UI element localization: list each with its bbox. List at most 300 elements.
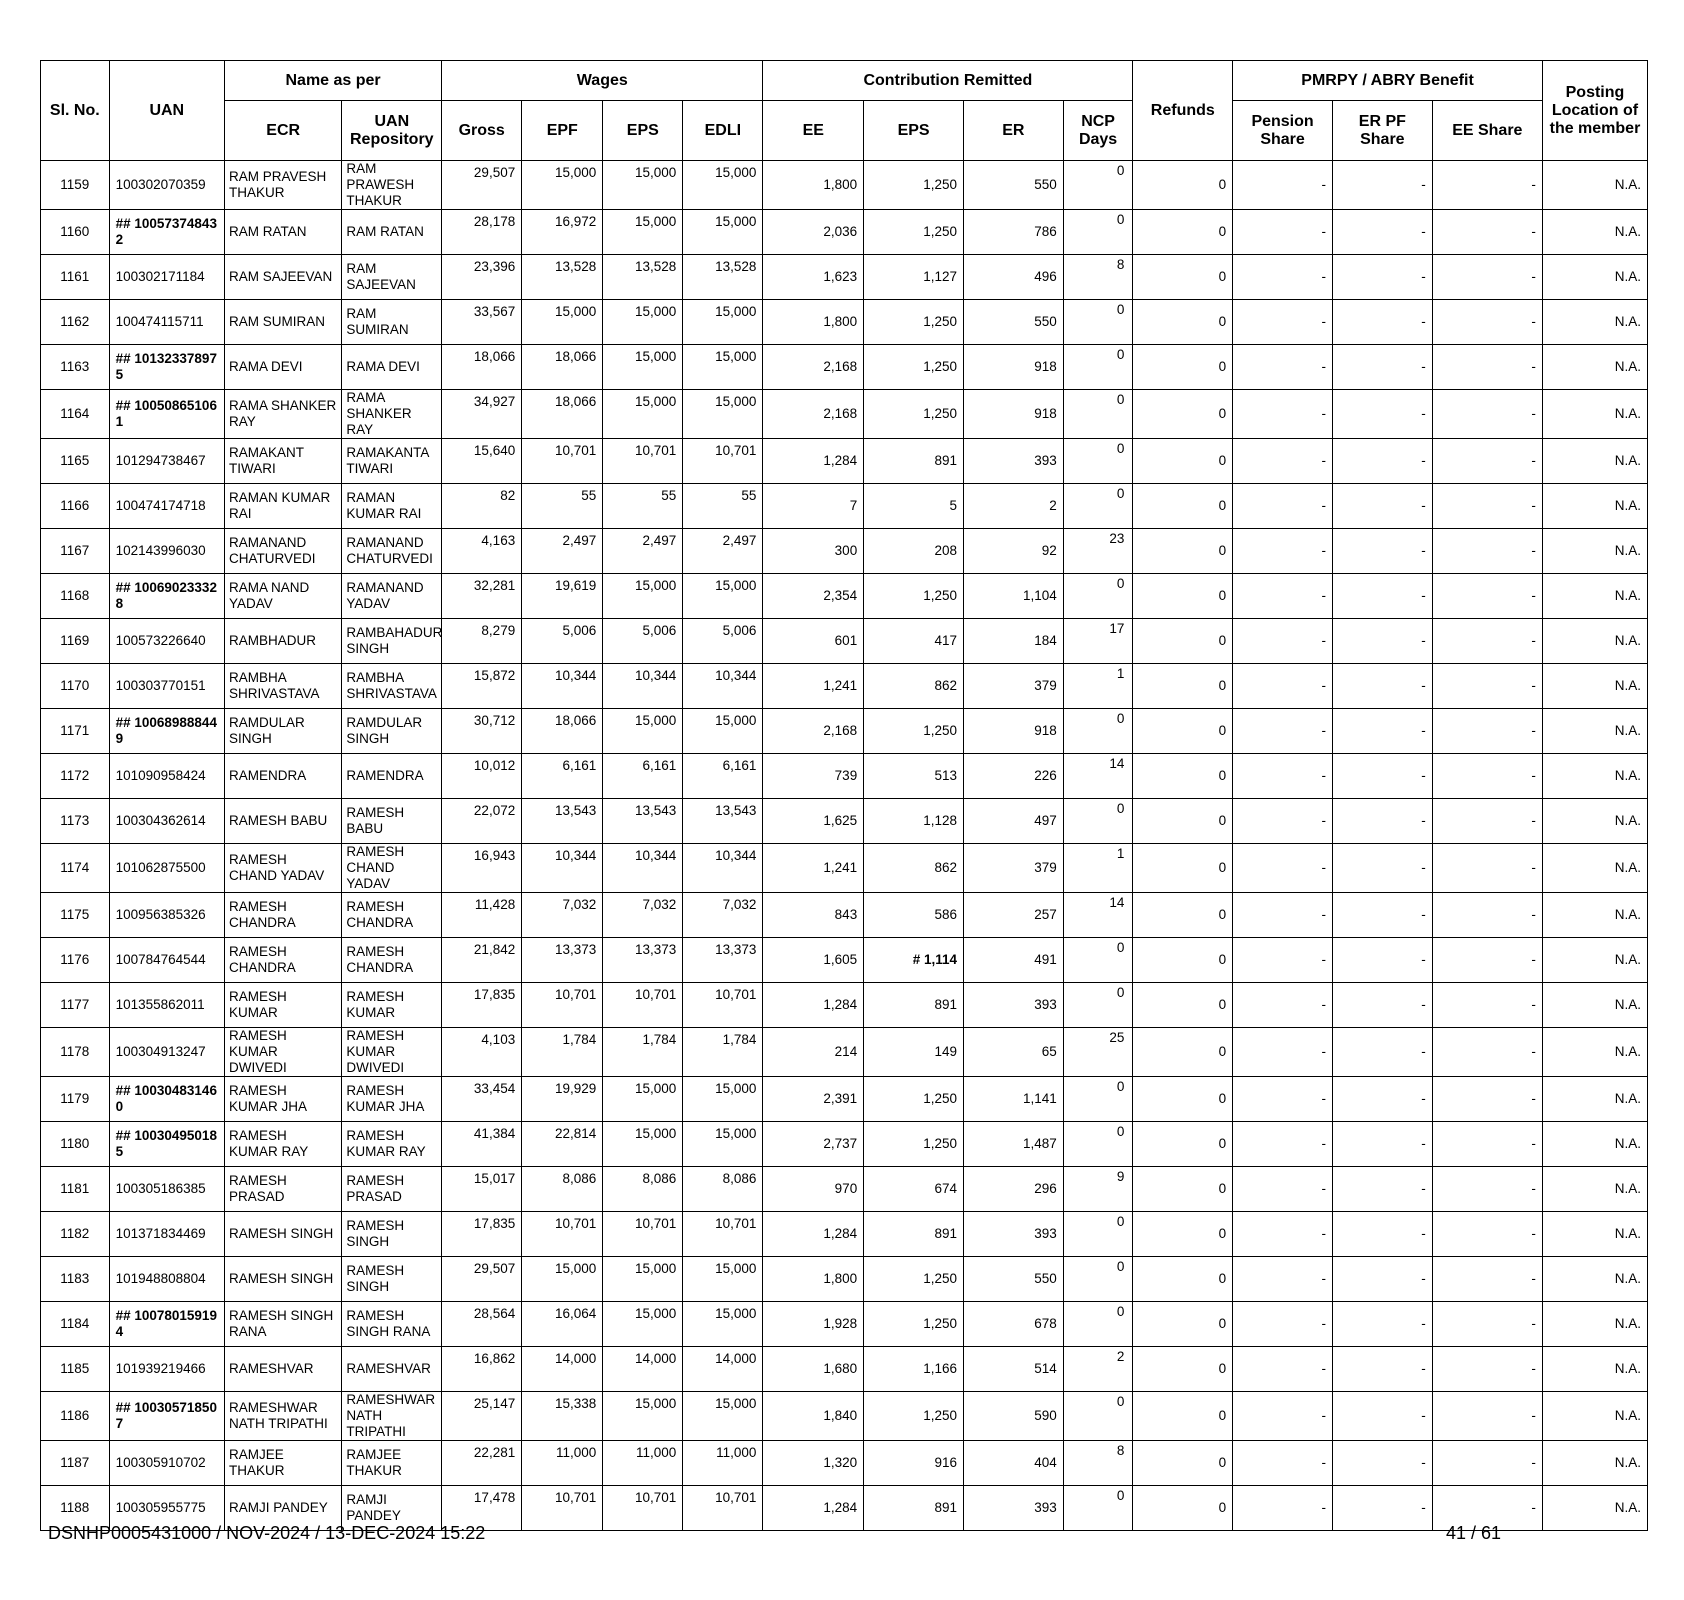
- cell-uan: ## 10078015919 4: [109, 1302, 224, 1347]
- cell-ee: 1,284: [763, 983, 864, 1028]
- cell-ecr-name: RAMESH CHANDRA: [224, 938, 341, 983]
- cell-sl-no: 1177: [41, 983, 110, 1028]
- cell-uan-repository-name: RAMESH KUMAR JHA: [342, 1077, 442, 1122]
- cell-eps: 1,784: [603, 1028, 683, 1077]
- col-contrib-eps: EPS: [864, 101, 964, 161]
- cell-uan: ## 10030571850 7: [109, 1392, 224, 1441]
- cell-ncp-days: 14: [1063, 754, 1133, 799]
- cell-posting-location: N.A.: [1542, 1077, 1647, 1122]
- cell-eps: 15,000: [603, 390, 683, 439]
- cell-contrib-eps: 1,250: [864, 1077, 964, 1122]
- cell-eps: 10,344: [603, 844, 683, 893]
- cell-eps: 15,000: [603, 1077, 683, 1122]
- cell-refunds: 0: [1133, 1077, 1233, 1122]
- col-er: ER: [963, 101, 1063, 161]
- cell-ecr-name: RAMBHADUR: [224, 619, 341, 664]
- cell-gross: 34,927: [442, 390, 522, 439]
- cell-contrib-eps: 1,250: [864, 574, 964, 619]
- cell-ee-share: -: [1432, 709, 1542, 754]
- cell-gross: 28,178: [442, 210, 522, 255]
- cell-ee-share: -: [1432, 1122, 1542, 1167]
- cell-uan: 100305955775: [109, 1486, 224, 1531]
- cell-epf: 5,006: [522, 619, 603, 664]
- table-row: [41, 799, 1648, 844]
- cell-er-pf-share: -: [1332, 484, 1432, 529]
- cell-ncp-days: 0: [1063, 1392, 1133, 1441]
- cell-edli: 15,000: [683, 300, 763, 345]
- cell-pension-share: -: [1233, 1347, 1333, 1392]
- cell-ecr-name: RAM SAJEEVAN: [224, 255, 341, 300]
- cell-sl-no: 1186: [41, 1392, 110, 1441]
- cell-edli: 15,000: [683, 1077, 763, 1122]
- cell-pension-share: -: [1233, 1392, 1333, 1441]
- cell-sl-no: 1176: [41, 938, 110, 983]
- cell-ee-share: -: [1432, 619, 1542, 664]
- cell-pension-share: -: [1233, 844, 1333, 893]
- cell-pension-share: -: [1233, 983, 1333, 1028]
- cell-gross: 17,478: [442, 1486, 522, 1531]
- cell-ee-share: -: [1432, 1486, 1542, 1531]
- cell-eps: 8,086: [603, 1167, 683, 1212]
- cell-ee: 1,625: [763, 799, 864, 844]
- cell-ee-share: -: [1432, 1347, 1542, 1392]
- cell-edli: 8,086: [683, 1167, 763, 1212]
- table-row: [41, 844, 1648, 893]
- cell-edli: 14,000: [683, 1347, 763, 1392]
- cell-epf: 6,161: [522, 754, 603, 799]
- cell-ecr-name: RAMA SHANKER RAY: [224, 390, 341, 439]
- cell-ncp-days: 0: [1063, 210, 1133, 255]
- table-row: [41, 754, 1648, 799]
- cell-pension-share: -: [1233, 300, 1333, 345]
- cell-gross: 15,872: [442, 664, 522, 709]
- cell-ee-share: -: [1432, 1441, 1542, 1486]
- cell-uan: ## 10050865106 1: [109, 390, 224, 439]
- cell-posting-location: N.A.: [1542, 345, 1647, 390]
- cell-epf: 18,066: [522, 345, 603, 390]
- cell-gross: 10,012: [442, 754, 522, 799]
- cell-ee-share: -: [1432, 574, 1542, 619]
- cell-contrib-eps: 891: [864, 1212, 964, 1257]
- cell-ee: 214: [763, 1028, 864, 1077]
- cell-pension-share: -: [1233, 754, 1333, 799]
- cell-edli: 15,000: [683, 1392, 763, 1441]
- cell-ncp-days: 8: [1063, 1441, 1133, 1486]
- cell-contrib-eps: 1,128: [864, 799, 964, 844]
- cell-edli: 11,000: [683, 1441, 763, 1486]
- cell-refunds: 0: [1133, 619, 1233, 664]
- cell-posting-location: N.A.: [1542, 1441, 1647, 1486]
- cell-ee-share: -: [1432, 1392, 1542, 1441]
- cell-eps: 10,701: [603, 1212, 683, 1257]
- cell-eps: 13,528: [603, 255, 683, 300]
- cell-uan-repository-name: RAMJI PANDEY: [342, 1486, 442, 1531]
- cell-ecr-name: RAM PRAVESH THAKUR: [224, 161, 341, 210]
- cell-ee: 1,800: [763, 1257, 864, 1302]
- cell-ecr-name: RAMESH KUMAR DWIVEDI: [224, 1028, 341, 1077]
- cell-uan: 100302070359: [109, 161, 224, 210]
- cell-contrib-eps: 1,250: [864, 161, 964, 210]
- cell-epf: 10,344: [522, 664, 603, 709]
- cell-ecr-name: RAMESH CHANDRA: [224, 893, 341, 938]
- cell-gross: 17,835: [442, 1212, 522, 1257]
- cell-er-pf-share: -: [1332, 754, 1432, 799]
- cell-epf: 10,701: [522, 1212, 603, 1257]
- cell-ee: 1,680: [763, 1347, 864, 1392]
- cell-refunds: 0: [1133, 390, 1233, 439]
- cell-contrib-eps: 862: [864, 664, 964, 709]
- group-wages: Wages: [442, 61, 763, 101]
- cell-er-pf-share: -: [1332, 1077, 1432, 1122]
- table-row: [41, 619, 1648, 664]
- cell-ncp-days: 0: [1063, 1302, 1133, 1347]
- cell-sl-no: 1159: [41, 161, 110, 210]
- cell-er-pf-share: -: [1332, 664, 1432, 709]
- table-row: [41, 1167, 1648, 1212]
- cell-refunds: 0: [1133, 484, 1233, 529]
- cell-uan-repository-name: RAM RATAN: [342, 210, 442, 255]
- cell-posting-location: N.A.: [1542, 484, 1647, 529]
- cell-gross: 22,072: [442, 799, 522, 844]
- cell-er: 257: [963, 893, 1063, 938]
- col-ncp-days: NCP Days: [1063, 101, 1133, 161]
- cell-gross: 16,943: [442, 844, 522, 893]
- cell-epf: 16,064: [522, 1302, 603, 1347]
- cell-gross: 41,384: [442, 1122, 522, 1167]
- cell-uan-repository-name: RAMESH SINGH: [342, 1212, 442, 1257]
- cell-contrib-eps: 1,250: [864, 1257, 964, 1302]
- cell-uan: 101939219466: [109, 1347, 224, 1392]
- col-edli: EDLI: [683, 101, 763, 161]
- table-row: [41, 1122, 1648, 1167]
- cell-edli: 13,373: [683, 938, 763, 983]
- table-header: [41, 61, 1648, 161]
- cell-pension-share: -: [1233, 1167, 1333, 1212]
- cell-er: 65: [963, 1028, 1063, 1077]
- cell-edli: 10,701: [683, 983, 763, 1028]
- table-row: [41, 484, 1648, 529]
- cell-refunds: 0: [1133, 1392, 1233, 1441]
- cell-sl-no: 1172: [41, 754, 110, 799]
- group-name-as-per: Name as per: [224, 61, 441, 101]
- cell-ee: 1,241: [763, 664, 864, 709]
- cell-posting-location: N.A.: [1542, 1392, 1647, 1441]
- cell-er: 590: [963, 1392, 1063, 1441]
- cell-refunds: 0: [1133, 664, 1233, 709]
- cell-eps: 15,000: [603, 574, 683, 619]
- cell-pension-share: -: [1233, 938, 1333, 983]
- cell-pension-share: -: [1233, 709, 1333, 754]
- cell-ncp-days: 1: [1063, 664, 1133, 709]
- cell-refunds: 0: [1133, 300, 1233, 345]
- cell-pension-share: -: [1233, 390, 1333, 439]
- cell-ncp-days: 25: [1063, 1028, 1133, 1077]
- cell-contrib-eps: 1,250: [864, 390, 964, 439]
- cell-er-pf-share: -: [1332, 390, 1432, 439]
- group-pmrpy-abry: PMRPY / ABRY Benefit: [1233, 61, 1543, 101]
- cell-er-pf-share: -: [1332, 529, 1432, 574]
- cell-uan-repository-name: RAMBAHADUR SINGH: [342, 619, 442, 664]
- cell-sl-no: 1163: [41, 345, 110, 390]
- cell-pension-share: -: [1233, 664, 1333, 709]
- cell-contrib-eps: 1,250: [864, 1392, 964, 1441]
- cell-epf: 11,000: [522, 1441, 603, 1486]
- cell-eps: 15,000: [603, 300, 683, 345]
- cell-eps: 15,000: [603, 1392, 683, 1441]
- cell-uan-repository-name: RAMESHVAR: [342, 1347, 442, 1392]
- cell-uan-repository-name: RAMESHWAR NATH TRIPATHI: [342, 1392, 442, 1441]
- cell-er-pf-share: -: [1332, 893, 1432, 938]
- cell-ecr-name: RAM SUMIRAN: [224, 300, 341, 345]
- cell-er-pf-share: -: [1332, 574, 1432, 619]
- cell-ee: 1,241: [763, 844, 864, 893]
- cell-edli: 10,701: [683, 1486, 763, 1531]
- cell-er: 786: [963, 210, 1063, 255]
- col-uan: UAN: [109, 61, 224, 161]
- cell-uan-repository-name: RAMESH SINGH RANA: [342, 1302, 442, 1347]
- cell-posting-location: N.A.: [1542, 1302, 1647, 1347]
- cell-refunds: 0: [1133, 439, 1233, 484]
- cell-ee-share: -: [1432, 664, 1542, 709]
- page-number: 41 / 61: [1446, 1523, 1502, 1543]
- cell-ecr-name: RAMESH SINGH: [224, 1212, 341, 1257]
- cell-ee: 1,284: [763, 1486, 864, 1531]
- cell-sl-no: 1175: [41, 893, 110, 938]
- cell-sl-no: 1169: [41, 619, 110, 664]
- table-row: [41, 300, 1648, 345]
- cell-gross: 33,567: [442, 300, 522, 345]
- cell-er: 491: [963, 938, 1063, 983]
- cell-sl-no: 1174: [41, 844, 110, 893]
- cell-ee: 2,354: [763, 574, 864, 619]
- cell-sl-no: 1188: [41, 1486, 110, 1531]
- cell-epf: 22,814: [522, 1122, 603, 1167]
- cell-uan: 100573226640: [109, 619, 224, 664]
- cell-er: 550: [963, 161, 1063, 210]
- cell-sl-no: 1170: [41, 664, 110, 709]
- cell-uan: ## 10069023332 8: [109, 574, 224, 619]
- cell-eps: 6,161: [603, 754, 683, 799]
- cell-er: 184: [963, 619, 1063, 664]
- cell-pension-share: -: [1233, 1212, 1333, 1257]
- cell-er: 1,141: [963, 1077, 1063, 1122]
- cell-er: 2: [963, 484, 1063, 529]
- cell-edli: 10,701: [683, 439, 763, 484]
- cell-ncp-days: 17: [1063, 619, 1133, 664]
- cell-pension-share: -: [1233, 1028, 1333, 1077]
- cell-refunds: 0: [1133, 709, 1233, 754]
- cell-pension-share: -: [1233, 574, 1333, 619]
- cell-edli: 15,000: [683, 1257, 763, 1302]
- document-reference: DSNHP0005431000 / NOV-2024 / 13-DEC-2024 15:22: [48, 1523, 486, 1543]
- col-er-pf-share: ER PF Share: [1332, 101, 1432, 161]
- cell-ee-share: -: [1432, 893, 1542, 938]
- cell-er: 393: [963, 1212, 1063, 1257]
- table-row: [41, 1302, 1648, 1347]
- cell-edli: 15,000: [683, 574, 763, 619]
- cell-refunds: 0: [1133, 983, 1233, 1028]
- cell-ee: 1,840: [763, 1392, 864, 1441]
- cell-pension-share: -: [1233, 1257, 1333, 1302]
- cell-er: 514: [963, 1347, 1063, 1392]
- cell-uan: 102143996030: [109, 529, 224, 574]
- cell-ee-share: -: [1432, 799, 1542, 844]
- cell-epf: 10,344: [522, 844, 603, 893]
- cell-gross: 4,103: [442, 1028, 522, 1077]
- cell-pension-share: -: [1233, 893, 1333, 938]
- cell-uan: 100956385326: [109, 893, 224, 938]
- cell-uan: 100302171184: [109, 255, 224, 300]
- cell-epf: 15,000: [522, 1257, 603, 1302]
- cell-eps: 15,000: [603, 1257, 683, 1302]
- cell-epf: 7,032: [522, 893, 603, 938]
- cell-ncp-days: 0: [1063, 1077, 1133, 1122]
- col-ecr: ECR: [224, 101, 341, 161]
- cell-ee-share: -: [1432, 844, 1542, 893]
- cell-ncp-days: 0: [1063, 574, 1133, 619]
- cell-ee: 1,800: [763, 300, 864, 345]
- cell-uan-repository-name: RAMESH BABU: [342, 799, 442, 844]
- cell-contrib-eps: 1,127: [864, 255, 964, 300]
- cell-epf: 15,338: [522, 1392, 603, 1441]
- cell-refunds: 0: [1133, 1212, 1233, 1257]
- table-body: [41, 161, 1648, 1531]
- cell-contrib-eps: 586: [864, 893, 964, 938]
- cell-ecr-name: RAMESH KUMAR: [224, 983, 341, 1028]
- cell-edli: 5,006: [683, 619, 763, 664]
- cell-contrib-eps: 1,250: [864, 1302, 964, 1347]
- cell-edli: 15,000: [683, 1122, 763, 1167]
- cell-epf: 13,543: [522, 799, 603, 844]
- cell-posting-location: N.A.: [1542, 529, 1647, 574]
- cell-ecr-name: RAMANAND CHATURVEDI: [224, 529, 341, 574]
- cell-er: 918: [963, 709, 1063, 754]
- table-row: [41, 1257, 1648, 1302]
- cell-refunds: 0: [1133, 574, 1233, 619]
- cell-uan-repository-name: RAMANAND CHATURVEDI: [342, 529, 442, 574]
- cell-contrib-eps: 208: [864, 529, 964, 574]
- cell-uan-repository-name: RAM SUMIRAN: [342, 300, 442, 345]
- cell-contrib-eps: 674: [864, 1167, 964, 1212]
- cell-ecr-name: RAMA DEVI: [224, 345, 341, 390]
- cell-uan-repository-name: RAMESH PRASAD: [342, 1167, 442, 1212]
- cell-eps: 10,344: [603, 664, 683, 709]
- table-row: [41, 1077, 1648, 1122]
- cell-eps: 15,000: [603, 345, 683, 390]
- cell-uan-repository-name: RAMAKANTA TIWARI: [342, 439, 442, 484]
- cell-sl-no: 1187: [41, 1441, 110, 1486]
- cell-eps: 10,701: [603, 439, 683, 484]
- cell-ee-share: -: [1432, 255, 1542, 300]
- cell-uan: 101355862011: [109, 983, 224, 1028]
- cell-er-pf-share: -: [1332, 1028, 1432, 1077]
- cell-refunds: 0: [1133, 938, 1233, 983]
- table-row: [41, 664, 1648, 709]
- cell-gross: 8,279: [442, 619, 522, 664]
- cell-uan: 100474115711: [109, 300, 224, 345]
- cell-pension-share: -: [1233, 1122, 1333, 1167]
- cell-eps: 7,032: [603, 893, 683, 938]
- cell-ecr-name: RAMJI PANDEY: [224, 1486, 341, 1531]
- cell-pension-share: -: [1233, 1302, 1333, 1347]
- cell-refunds: 0: [1133, 1441, 1233, 1486]
- cell-epf: 16,972: [522, 210, 603, 255]
- cell-sl-no: 1181: [41, 1167, 110, 1212]
- cell-uan: 101948808804: [109, 1257, 224, 1302]
- cell-ee-share: -: [1432, 439, 1542, 484]
- cell-uan: ## 10030483146 0: [109, 1077, 224, 1122]
- cell-uan: 101062875500: [109, 844, 224, 893]
- cell-contrib-eps: 1,250: [864, 210, 964, 255]
- cell-er-pf-share: -: [1332, 1441, 1432, 1486]
- cell-posting-location: N.A.: [1542, 664, 1647, 709]
- cell-posting-location: N.A.: [1542, 799, 1647, 844]
- cell-epf: 13,528: [522, 255, 603, 300]
- cell-er: 379: [963, 844, 1063, 893]
- cell-ecr-name: RAMBHA SHRIVASTAVA: [224, 664, 341, 709]
- cell-ee: 300: [763, 529, 864, 574]
- cell-eps: 15,000: [603, 210, 683, 255]
- cell-ncp-days: 0: [1063, 1212, 1133, 1257]
- cell-uan-repository-name: RAMESH CHAND YADAV: [342, 844, 442, 893]
- cell-uan-repository-name: RAMESH KUMAR RAY: [342, 1122, 442, 1167]
- cell-ncp-days: 0: [1063, 161, 1133, 210]
- cell-ncp-days: 0: [1063, 709, 1133, 754]
- cell-contrib-eps: 1,250: [864, 709, 964, 754]
- cell-ee: 970: [763, 1167, 864, 1212]
- cell-posting-location: N.A.: [1542, 1347, 1647, 1392]
- group-contribution-remitted: Contribution Remitted: [763, 61, 1133, 101]
- cell-contrib-eps: 417: [864, 619, 964, 664]
- cell-gross: 4,163: [442, 529, 522, 574]
- cell-pension-share: -: [1233, 1441, 1333, 1486]
- cell-sl-no: 1173: [41, 799, 110, 844]
- cell-eps: 15,000: [603, 161, 683, 210]
- cell-ee-share: -: [1432, 529, 1542, 574]
- table-row: [41, 1028, 1648, 1077]
- cell-sl-no: 1180: [41, 1122, 110, 1167]
- cell-ee: 1,928: [763, 1302, 864, 1347]
- cell-er: 404: [963, 1441, 1063, 1486]
- cell-refunds: 0: [1133, 210, 1233, 255]
- cell-sl-no: 1166: [41, 484, 110, 529]
- cell-posting-location: N.A.: [1542, 754, 1647, 799]
- cell-edli: 1,784: [683, 1028, 763, 1077]
- cell-ncp-days: 0: [1063, 1257, 1133, 1302]
- cell-uan: ## 10132337897 5: [109, 345, 224, 390]
- table-row: [41, 529, 1648, 574]
- cell-eps: 15,000: [603, 1122, 683, 1167]
- cell-er-pf-share: -: [1332, 938, 1432, 983]
- cell-ee-share: -: [1432, 484, 1542, 529]
- cell-er: 497: [963, 799, 1063, 844]
- table-row: [41, 893, 1648, 938]
- cell-sl-no: 1182: [41, 1212, 110, 1257]
- cell-posting-location: N.A.: [1542, 210, 1647, 255]
- cell-ee-share: -: [1432, 161, 1542, 210]
- col-sl-no: Sl. No.: [41, 61, 110, 161]
- cell-eps: 11,000: [603, 1441, 683, 1486]
- table-row: [41, 1441, 1648, 1486]
- cell-ecr-name: RAM RATAN: [224, 210, 341, 255]
- cell-ncp-days: 0: [1063, 1486, 1133, 1531]
- cell-uan: 101090958424: [109, 754, 224, 799]
- cell-uan: 100304362614: [109, 799, 224, 844]
- cell-epf: 15,000: [522, 161, 603, 210]
- cell-epf: 10,701: [522, 439, 603, 484]
- cell-edli: 13,528: [683, 255, 763, 300]
- cell-er: 496: [963, 255, 1063, 300]
